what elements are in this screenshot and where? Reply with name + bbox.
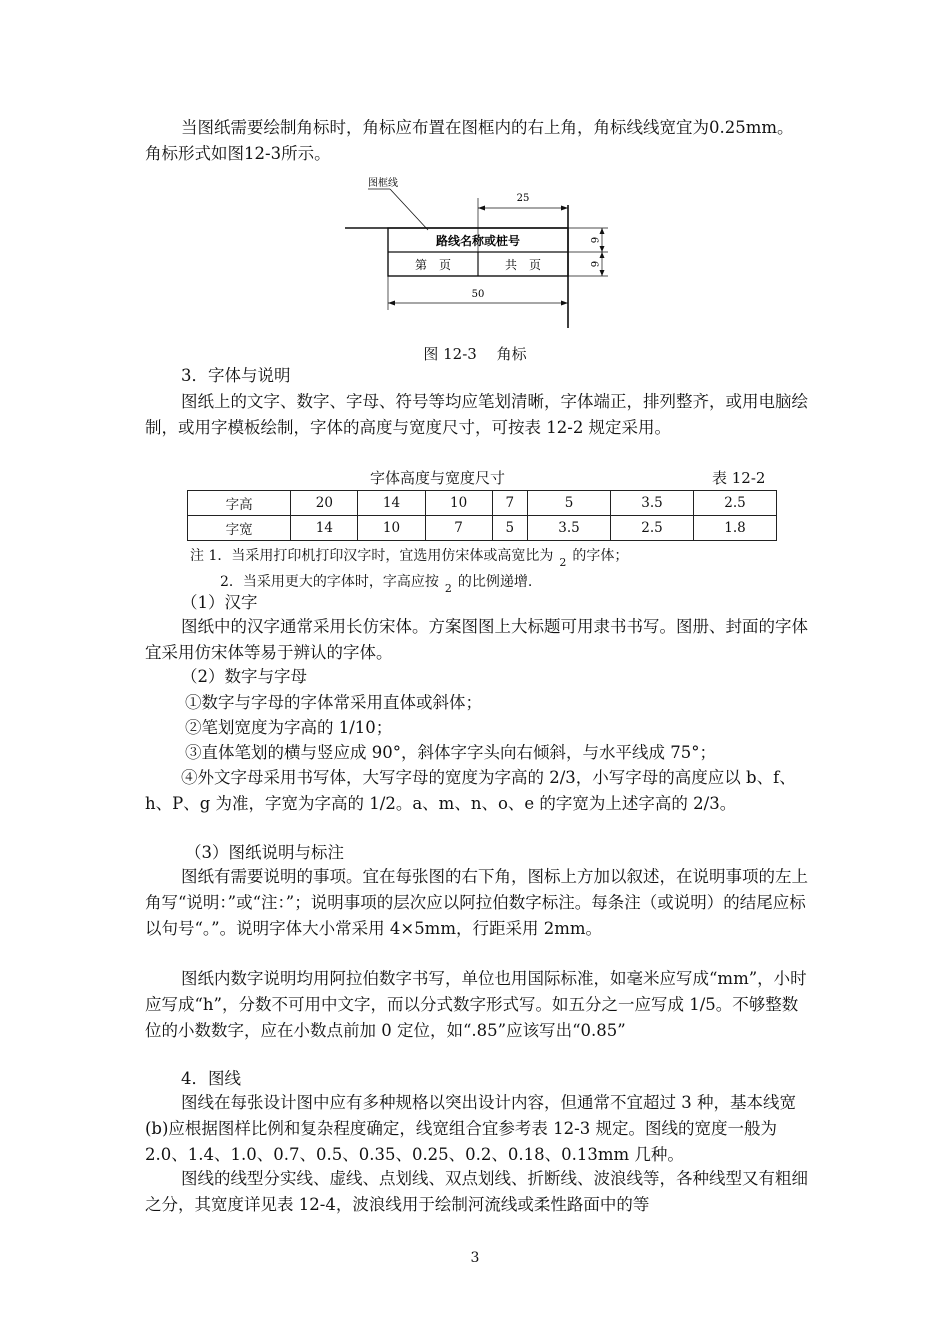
table-cell: 14 — [358, 491, 425, 516]
table-number: 表 12-2 — [712, 469, 766, 487]
sub2-item-4: ④外文字母采用书写体，大写字母的宽度为字高的 2/3，小写字母的高度应以 b、f、h、P、g 为准，字宽为字高的 1/2。a、m、n、o、e 的字宽为上述字高的 2/3。 — [145, 768, 796, 813]
table-cell: 20 — [291, 491, 358, 516]
note-text: 的字体； — [572, 548, 629, 564]
table-row — [188, 491, 777, 516]
dimension-50: 50 — [471, 289, 485, 300]
font-size-table — [187, 490, 777, 541]
sub2-item-1: ①数字与字母的字体常采用直体或斜体； — [185, 693, 482, 712]
table-title: 字体高度与宽度尺寸 — [370, 469, 506, 487]
table-cell: 10 — [425, 491, 492, 516]
table-note-2 — [220, 572, 532, 593]
sub1-heading: （1）汉字 — [181, 593, 258, 612]
table-cell: 字宽 — [188, 516, 291, 541]
section4-heading: 4．图线 — [181, 1069, 241, 1088]
section3-paragraph: 图纸上的文字、数字、字母、符号等均应笔划清晰，字体端正，排列整齐，或用电脑绘制，或用字模板绘制，字体的高度与宽度尺寸，可按表 12-2 规定采用。 — [145, 392, 808, 437]
table-cell: 字高 — [188, 491, 291, 516]
corner-mark-route-text: 路线名称或桩号 — [435, 234, 521, 248]
table-cell: 7 — [492, 491, 527, 516]
note-text: 2．当采用更大的字体时，字高应按 — [220, 574, 439, 590]
table-row — [188, 516, 777, 541]
corner-mark-total-text: 共 页 — [504, 258, 542, 272]
table-cell: 5 — [492, 516, 527, 541]
table-cell: 10 — [358, 516, 425, 541]
table-cell: 1.8 — [693, 516, 776, 541]
page-number: 3 — [470, 1250, 480, 1266]
table-cell: 5 — [528, 491, 611, 516]
sub3-paragraph-2: 图纸内数字说明均用阿拉伯数字书写，单位也用国际标准，如毫米应写成“mm”，小时应写成“h”，分数不可用中文字，而以分式数字形式写。如五分之一应写成 1/5。不够整数位的小数数字，应在小数点前加 0 定位，如“.85”应该写出“0.85” — [145, 969, 807, 1040]
section4-paragraph-1: 图线在每张设计图中应有多种规格以突出设计内容，但通常不宜超过 3 种，基本线宽(b)应根据图样比例和复杂程度确定，线宽组合宜参考表 12-3 规定。图线的宽度一般为 2.0、1.4、1.0、0.7、0.5、0.35、0.25、0.2、0.18、0.13mm 几种。 — [145, 1093, 796, 1164]
table-note-1 — [190, 546, 628, 567]
sub1-paragraph: 图纸中的汉字通常采用长仿宋体。方案图图上大标题可用隶书书写。图册、封面的字体宜采用仿宋体等易于辨认的字体。 — [145, 617, 808, 662]
dimension-6-lower: 6 — [588, 260, 599, 268]
dimension-25: 25 — [516, 193, 530, 204]
dimension-6-upper: 6 — [588, 236, 599, 244]
intro-paragraph: 当图纸需要绘制角标时，角标应布置在图框内的右上角，角标线线宽宜为0.25mm。角标形式如图12-3所示。 — [145, 118, 794, 163]
frame-line-label: 图框线 — [368, 178, 398, 189]
note-subscript: 2 — [559, 556, 567, 569]
note-text: 的比例递增. — [457, 574, 533, 590]
note-subscript: 2 — [444, 582, 452, 595]
table-cell: 2.5 — [611, 516, 694, 541]
sub3-paragraph-1: 图纸有需要说明的事项。宜在每张图的右下角，图标上方加以叙述，在说明事项的左上角写“说明：”或“注：”；说明事项的层次应以阿拉伯数字标注。每条注（或说明）的结尾应标以句号“。”。说明字体大小常采用 4×5mm，行距采用 2mm。 — [145, 867, 808, 938]
note-text: 注 1．当采用打印机打印汉字时，宜选用仿宋体或高宽比为 — [190, 548, 554, 564]
table-cell: 7 — [425, 516, 492, 541]
section4-paragraph-2: 图线的线型分实线、虚线、点划线、双点划线、折断线、波浪线等，各种线型又有粗细之分，其宽度详见表 12-4，波浪线用于绘制河流线或柔性路面中的等 — [145, 1169, 808, 1214]
sub3-heading: （3）图纸说明与标注 — [185, 843, 344, 862]
corner-mark-figure — [340, 170, 630, 330]
sub2-item-2: ②笔划宽度为字高的 1/10； — [185, 718, 393, 737]
table-cell: 2.5 — [693, 491, 776, 516]
corner-mark-page-text: 第 页 — [414, 258, 452, 272]
sub2-item-3: ③直体笔划的横与竖应成 90°，斜体字字头向右倾斜，与水平线成 75°； — [185, 743, 716, 762]
table-cell: 3.5 — [611, 491, 694, 516]
table-cell: 14 — [291, 516, 358, 541]
section3-heading: 3．字体与说明 — [181, 366, 291, 385]
figure-caption: 图 12-3 角标 — [423, 345, 527, 363]
sub2-heading: （2）数字与字母 — [181, 667, 307, 686]
table-cell: 3.5 — [528, 516, 611, 541]
